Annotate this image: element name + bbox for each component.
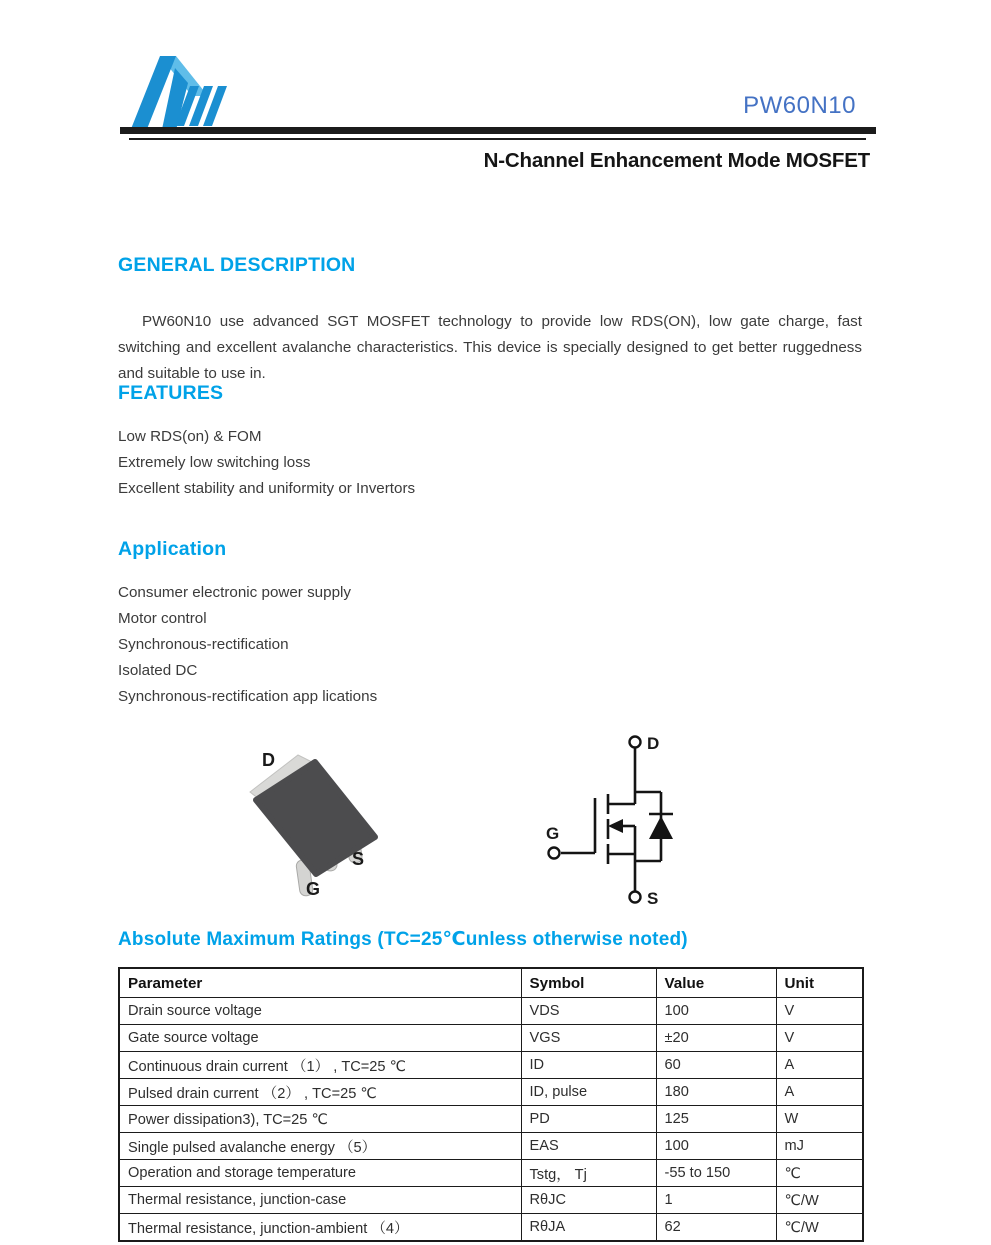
cell-value: 100 (656, 998, 776, 1025)
general-description-text: PW60N10 use advanced SGT MOSFET technology to provide low RDS(ON), low gate charge, fast switching and excellent avalanche characteristics. This device is specially designed to get better ruggedness and suitable to use in. (118, 313, 862, 382)
cell-symbol: Tstg， Tj (521, 1160, 656, 1187)
application-item: Motor control (118, 610, 207, 627)
cell-symbol: RθJA (521, 1214, 656, 1242)
cell-unit: ℃ (776, 1160, 863, 1187)
package-diagram (238, 742, 403, 910)
cell-parameter: Gate source voltage (119, 1025, 521, 1052)
column-header-symbol: Symbol (521, 968, 656, 998)
cell-symbol: EAS (521, 1133, 656, 1160)
cell-value: 62 (656, 1214, 776, 1242)
package-pin-label-source: S (352, 849, 365, 869)
cell-unit: ℃/W (776, 1214, 863, 1242)
symbol-pin-label-gate: G (546, 824, 560, 843)
cell-unit: V (776, 998, 863, 1025)
application-item: Synchronous-rectification (118, 636, 289, 653)
ratings-heading: Absolute Maximum Ratings (TC=25℃unless otherwise noted) (118, 929, 688, 950)
header-rule-thin (129, 138, 866, 140)
mosfet-symbol-diagram (528, 722, 712, 920)
table-row (119, 1187, 863, 1214)
table-row (119, 1133, 863, 1160)
application-item: Consumer electronic power supply (118, 584, 351, 601)
cell-value: -55 to 150 (656, 1160, 776, 1187)
application-item: Synchronous-rectification app lications (118, 688, 378, 705)
features-heading: FEATURES (118, 382, 224, 404)
symbol-pin-label-drain: D (647, 734, 660, 753)
symbol-pin-label-source: S (647, 889, 659, 908)
cell-parameter: Power dissipation3), TC=25 ℃ (119, 1106, 521, 1133)
features-list (118, 424, 415, 502)
cell-value: 1 (656, 1187, 776, 1214)
cell-value: 100 (656, 1133, 776, 1160)
cell-parameter: Thermal resistance, junction-case (119, 1187, 521, 1214)
header-rule-thick (120, 127, 876, 134)
table-row (119, 1160, 863, 1187)
cell-symbol: VDS (521, 998, 656, 1025)
cell-value: ±20 (656, 1025, 776, 1052)
ratings-table (118, 967, 864, 1242)
document-title: N-Channel Enhancement Mode MOSFET (483, 149, 870, 172)
column-header-unit: Unit (776, 968, 863, 998)
table-row (119, 1079, 863, 1106)
cell-parameter: Single pulsed avalanche energy （5） (119, 1133, 521, 1160)
column-header-parameter: Parameter (119, 968, 521, 998)
cell-parameter: Drain source voltage (119, 998, 521, 1025)
application-heading: Application (118, 538, 227, 560)
part-number: PW60N10 (743, 92, 856, 119)
table-row (119, 1214, 863, 1242)
package-pin-label-gate: G (306, 879, 321, 899)
cell-unit: ℃/W (776, 1187, 863, 1214)
table-row (119, 1106, 863, 1133)
cell-value: 180 (656, 1079, 776, 1106)
cell-parameter: Continuous drain current （1） , TC=25 ℃ (119, 1052, 521, 1079)
feature-item: Excellent stability and uniformity or Invertors (118, 480, 416, 497)
company-logo-icon (128, 56, 232, 134)
cell-unit: mJ (776, 1133, 863, 1160)
cell-symbol: ID (521, 1052, 656, 1079)
cell-symbol: ID, pulse (521, 1079, 656, 1106)
application-list (118, 580, 377, 710)
application-item: Isolated DC (118, 662, 198, 679)
cell-symbol: RθJC (521, 1187, 656, 1214)
cell-symbol: VGS (521, 1025, 656, 1052)
cell-parameter: Operation and storage temperature (119, 1160, 521, 1187)
cell-value: 60 (656, 1052, 776, 1079)
table-row (119, 1025, 863, 1052)
table-row (119, 998, 863, 1025)
feature-item: Low RDS(on) & FOM (118, 428, 262, 445)
ratings-header-row (119, 968, 863, 998)
cell-parameter: Thermal resistance, junction-ambient （4） (119, 1214, 521, 1242)
general-description-heading: GENERAL DESCRIPTION (118, 254, 356, 276)
cell-parameter: Pulsed drain current （2） , TC=25 ℃ (119, 1079, 521, 1106)
cell-unit: W (776, 1106, 863, 1133)
cell-unit: A (776, 1079, 863, 1106)
column-header-value: Value (656, 968, 776, 998)
feature-item: Extremely low switching loss (118, 454, 311, 471)
cell-value: 125 (656, 1106, 776, 1133)
table-row (119, 1052, 863, 1079)
package-pin-label-drain: D (262, 750, 275, 770)
cell-unit: A (776, 1052, 863, 1079)
cell-unit: V (776, 1025, 863, 1052)
cell-symbol: PD (521, 1106, 656, 1133)
